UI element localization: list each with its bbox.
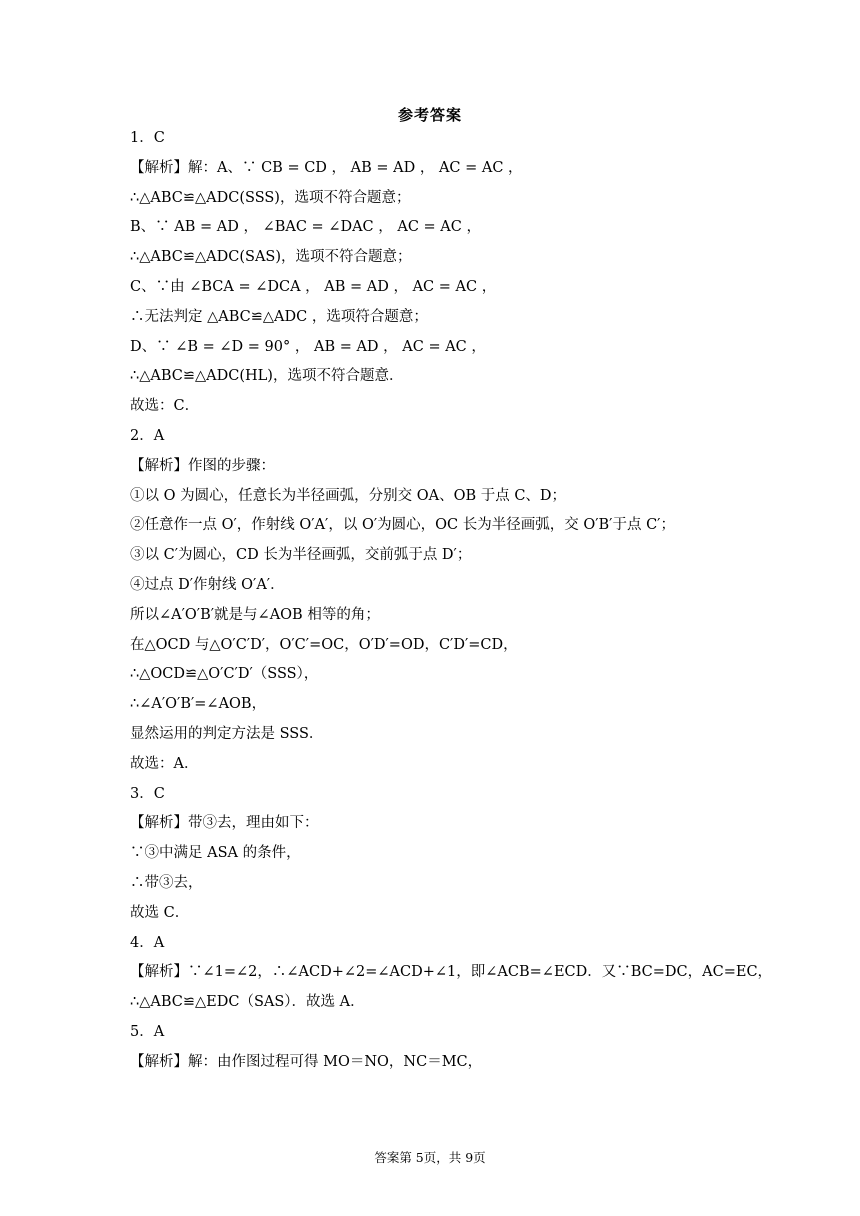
answer-line: ②任意作一点 O′，作射线 O′A′，以 O′为圆心，OC 长为半径画弧，交 O′B′于点 C′； [130, 517, 675, 534]
answer-line: ④过点 D′作射线 O′A′． [130, 576, 285, 593]
answer-heading-2: 2．A [130, 427, 165, 444]
answer-content [130, 124, 773, 1078]
answer-line: ∵③中满足 ASA 的条件， [130, 845, 301, 862]
answer-line: 故选：C． [130, 398, 200, 415]
answer-heading-4: 4．A [130, 934, 165, 951]
answer-heading-5: 5．A [130, 1023, 165, 1040]
page-footer: 答案第 5页，共 9页 [374, 1150, 486, 1165]
answer-heading-1: 1．C [130, 130, 165, 146]
answer-line: ①以 O 为圆心，任意长为半径画弧，分别交 OA、OB 于点 C、D； [130, 487, 567, 504]
answer-line: 【解析】作图的步骤： [130, 457, 275, 474]
answer-line: ∴△OCD≌△O′C′D′（SSS）， [130, 666, 319, 683]
answer-line: ∴△ABC≌△EDC（SAS）．故选 A． [130, 994, 365, 1011]
answer-line: 所以∠A′O′B′就是与∠AOB 相等的角； [130, 606, 380, 623]
answer-line: 【解析】带③去，理由如下： [130, 815, 319, 832]
answer-line: 在△OCD 与△O′C′D′，O′C′=OC，O′D′=OD，C′D′=CD， [130, 636, 518, 653]
answer-line: C、∵由 ∠BCA = ∠DCA ， AB = AD ， AC = AC ， [130, 278, 497, 295]
answer-line: ∴无法判定 △ABC≌△ADC ，选项符合题意； [130, 308, 428, 325]
answer-line: ∴△ABC≌△ADC(HL)，选项不符合题意． [130, 368, 404, 385]
answer-line: ∴△ABC≌△ADC(SSS)，选项不符合题意； [130, 189, 411, 206]
answer-line: ∴∠A′O′B′=∠AOB， [130, 696, 267, 713]
answer-line: B、∵ AB = AD ， ∠BAC = ∠DAC ， AC = AC ， [130, 219, 481, 236]
answer-line: D、∵ ∠B = ∠D = 90° ， AB = AD ， AC = AC ， [130, 338, 486, 355]
answer-line: 显然运用的判定方法是 SSS． [130, 725, 324, 742]
page-title: 参考答案 [397, 106, 462, 124]
answer-heading-3: 3．C [130, 785, 165, 802]
answer-line: ③以 C′为圆心，CD 长为半径画弧，交前弧于点 D′； [130, 547, 472, 564]
answer-line: 故选 C． [130, 904, 190, 921]
answer-line: 【解析】解：A、∵ CB = CD ， AB = AD ， AC = AC ， [130, 159, 523, 176]
answer-line: 【解析】解：由作图过程可得 MO＝NO，NC＝MC， [130, 1053, 483, 1070]
answer-line: ∴△ABC≌△ADC(SAS)，选项不符合题意； [130, 249, 412, 266]
answer-line: ∴带③去， [130, 874, 203, 891]
answer-line: 故选：A． [130, 755, 199, 772]
answer-line: 【解析】∵∠1=∠2，∴∠ACD+∠2=∠ACD+∠1，即∠ACB=∠ECD．又∵BC=DC，AC=EC， [130, 964, 773, 981]
